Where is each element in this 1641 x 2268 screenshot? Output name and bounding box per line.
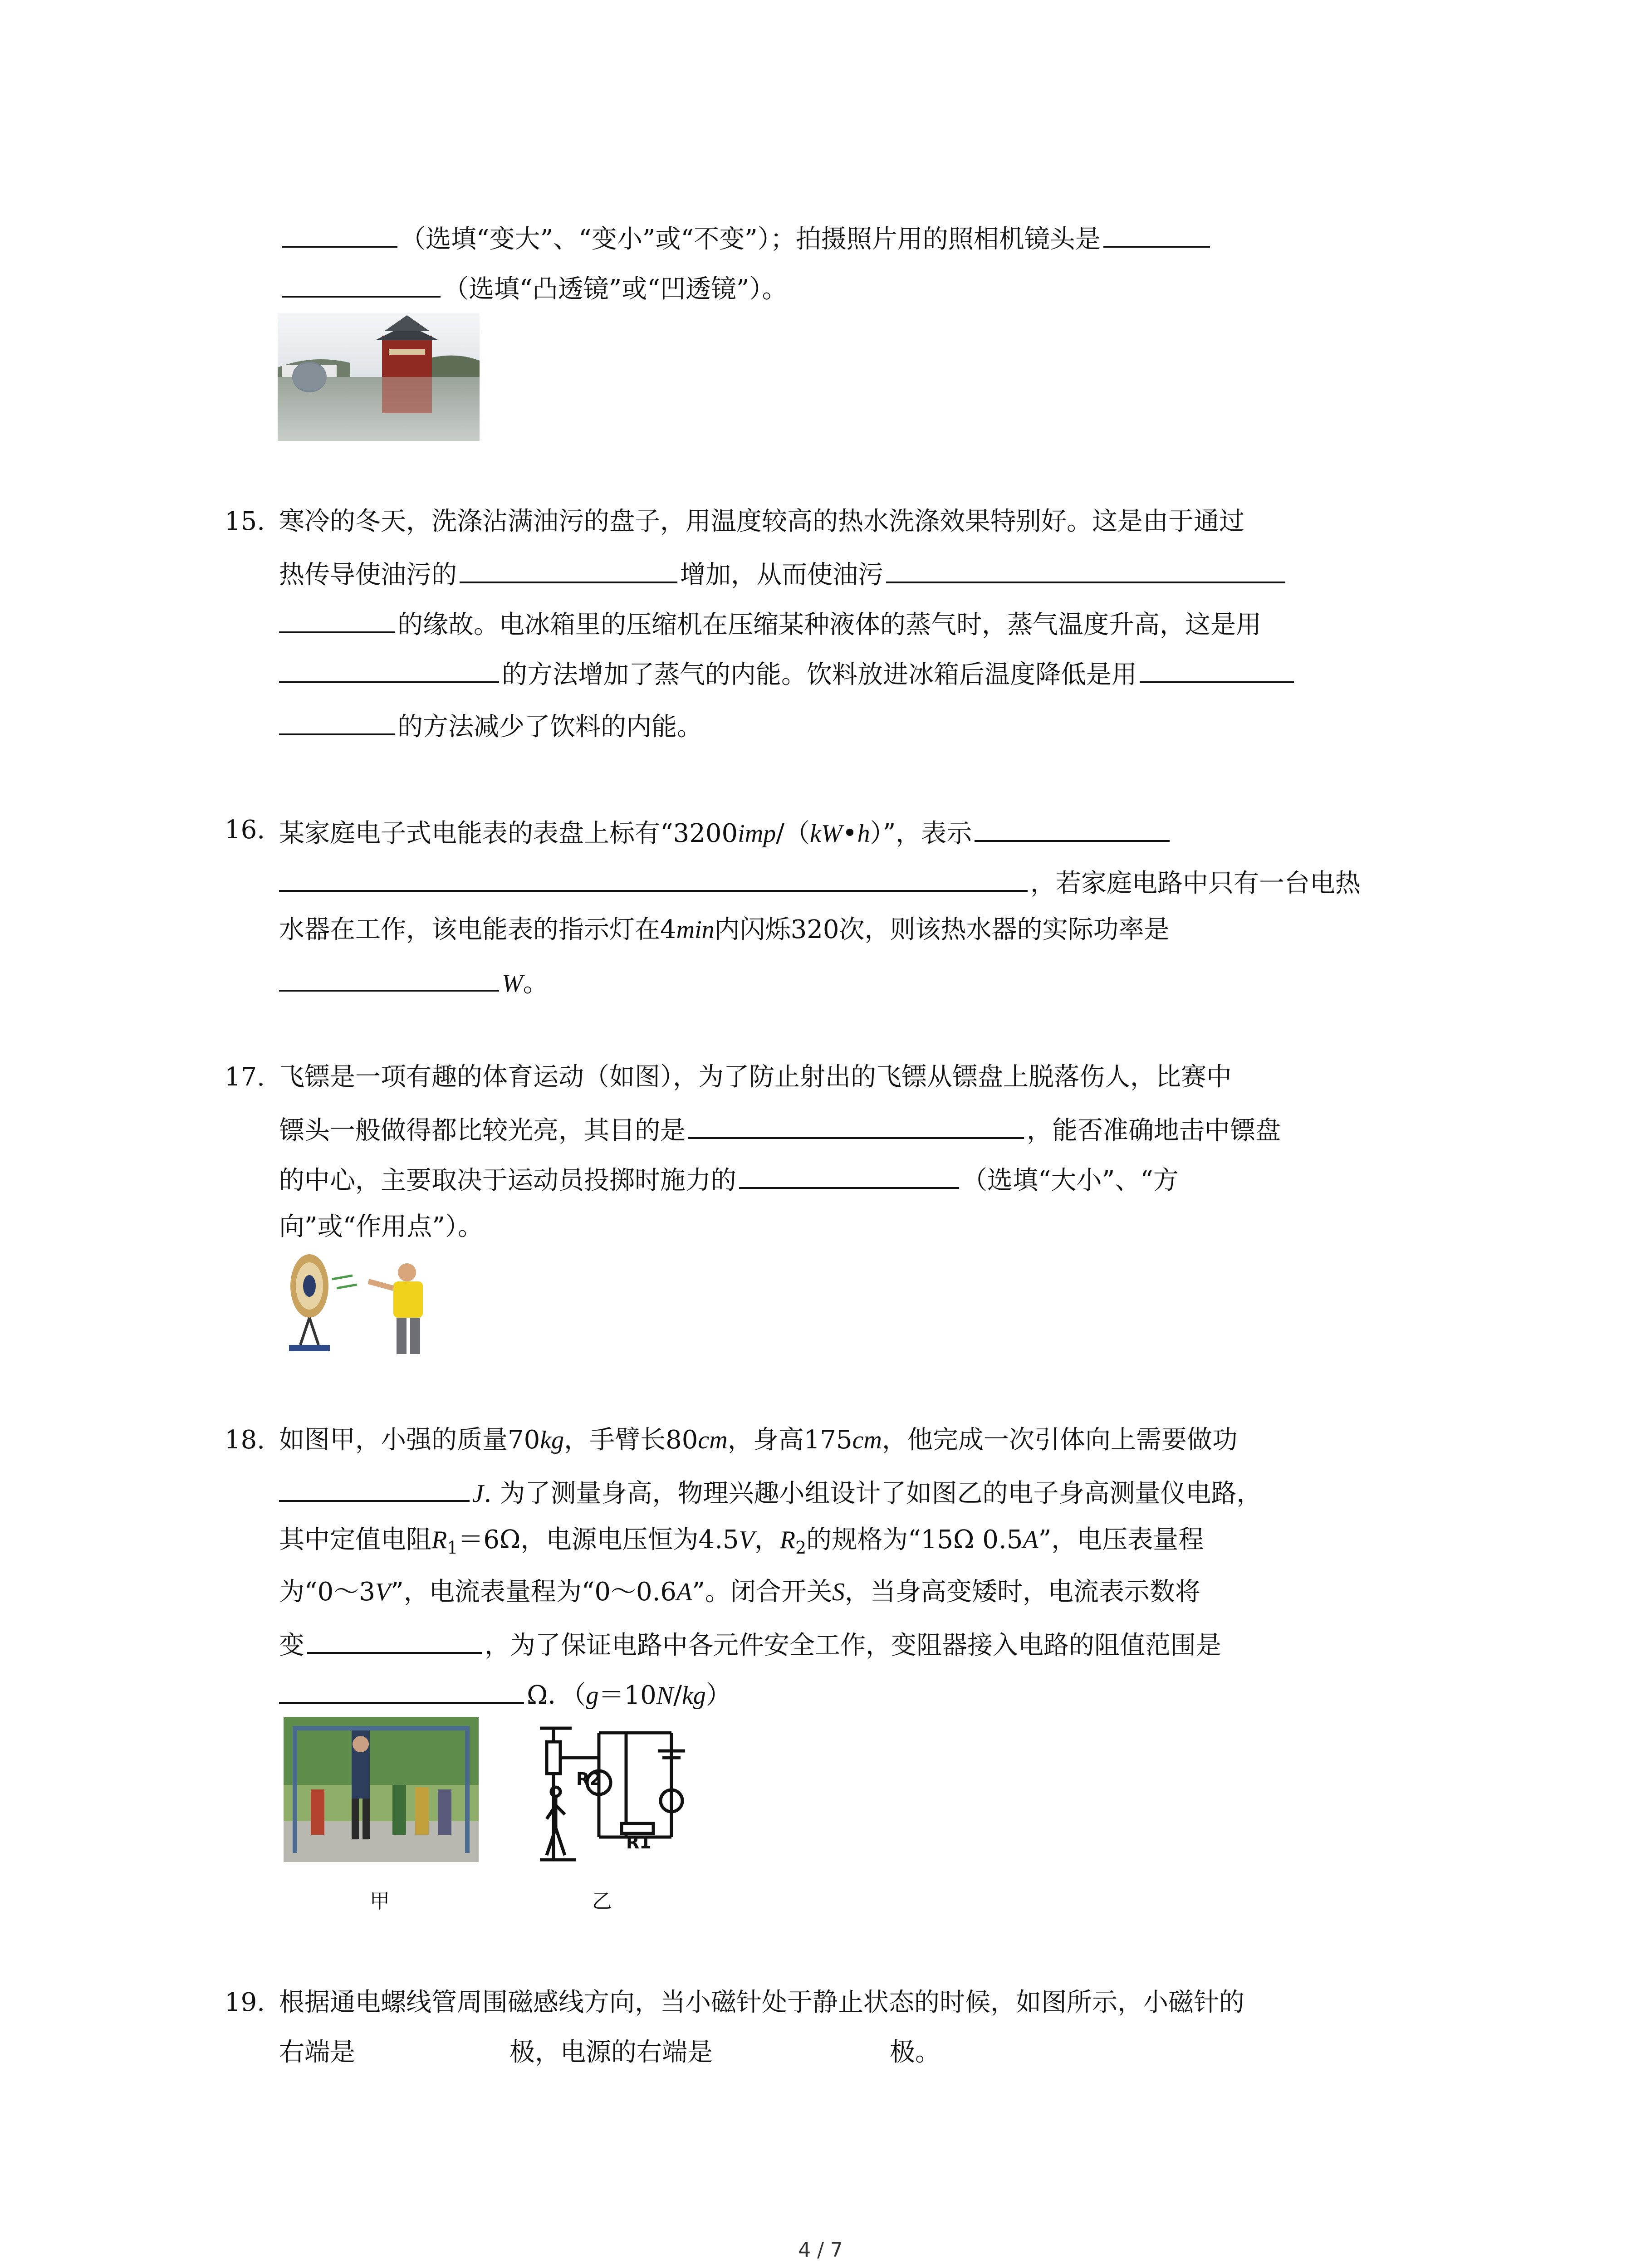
q15-line3: 的缘故。电冰箱里的压缩机在压缩某种液体的蒸气时，蒸气温度升高，这是用 xyxy=(279,603,1261,643)
question-number: 16. xyxy=(225,815,265,845)
q19-line1: 根据通电螺线管周围磁感线方向，当小磁针处于静止状态的时候，如图所示，小磁针的 xyxy=(279,1988,1244,2017)
pullup-photo xyxy=(284,1717,479,1862)
circuit-label-r1: R1 xyxy=(626,1833,652,1853)
q15-line5: 的方法减少了饮料的内能。 xyxy=(279,705,702,745)
answer-blank[interactable] xyxy=(279,1674,524,1704)
q19-line2: 右端是 极，电源的右端是 极。 xyxy=(279,2038,941,2067)
q15-line1: 寒冷的冬天，洗涤沾满油污的盘子，用温度较高的热水洗涤效果特别好。这是由于通过 xyxy=(279,507,1244,536)
q14-tail-line1: （选填“变大”、“变小”或“不变”）；拍摄照片用的照相机镜头是 xyxy=(279,218,1213,258)
answer-blank[interactable] xyxy=(975,812,1170,842)
q17-line1: 飞镖是一项有趣的体育运动（如图），为了防止射出的飞镖从镖盘上脱落伤人，比赛中 xyxy=(279,1062,1232,1092)
answer-blank[interactable] xyxy=(279,705,395,735)
answer-blank[interactable] xyxy=(282,268,441,298)
circuit-diagram xyxy=(535,1724,685,1864)
answer-blank[interactable] xyxy=(1140,653,1294,683)
answer-blank[interactable] xyxy=(307,1624,482,1654)
q18-line5: 变 ，为了保证电路中各元件安全工作，变阻器接入电路的阻值范围是 xyxy=(279,1624,1221,1664)
q18-line2: J. 为了测量身高，物理兴趣小组设计了如图乙的电子身高测量仪电路， xyxy=(279,1472,1262,1512)
darts-illustration xyxy=(278,1252,457,1359)
answer-blank[interactable] xyxy=(279,962,499,992)
answer-blank[interactable] xyxy=(279,1472,470,1502)
answer-blank[interactable] xyxy=(739,1159,959,1189)
question-number: 15. xyxy=(225,507,265,536)
q16-line1: 某家庭电子式电能表的表盘上标有“3200imp/（kW•h）”，表示 xyxy=(279,812,1172,852)
answer-blank[interactable] xyxy=(460,553,677,583)
answer-blank[interactable] xyxy=(279,653,499,683)
page-number: 4 / 7 xyxy=(798,2239,843,2262)
q16-line4: W。 xyxy=(279,962,549,1002)
q17-line4: 向”或“作用点”）。 xyxy=(279,1212,483,1242)
answer-blank[interactable] xyxy=(282,218,397,248)
q18-line3: 其中定值电阻$R_1=6\Omega$，电源电压恒为4.5V，$R_2$的规格为“15Ω 0.5A”，电压表量程 xyxy=(279,1525,1204,1558)
answer-blank[interactable] xyxy=(279,862,1028,892)
q18-line6: Ω．（g＝10N/kg） xyxy=(279,1674,731,1714)
question-number: 18. xyxy=(225,1425,265,1455)
q16-line2: ，若家庭电路中只有一台电热 xyxy=(279,862,1361,902)
figure-caption-yi: 乙 xyxy=(592,1890,612,1913)
q14-tail-line2: （选填“凸透镜”或“凹透镜”）。 xyxy=(279,268,788,308)
question-number: 19. xyxy=(225,1988,265,2017)
pavilion-photo xyxy=(278,313,480,441)
q17-line2: 镖头一般做得都比较光亮，其目的是 ，能否准确地击中镖盘 xyxy=(279,1109,1281,1149)
figure-caption-jia: 甲 xyxy=(370,1890,390,1913)
q18-line4: 为“0～3V”，电流表量程为“0～0.6A”。闭合开关S，当身高变矮时，电流表示数将 xyxy=(279,1577,1200,1607)
q16-line3: 水器在工作，该电能表的指示灯在4min内闪烁320次，则该热水器的实际功率是 xyxy=(279,915,1170,944)
q17-line3: 的中心，主要取决于运动员投掷时施力的 （选填“大小”、“方 xyxy=(279,1159,1179,1199)
q15-line2: 热传导使油污的 增加，从而使油污 xyxy=(279,553,1288,593)
question-number: 17. xyxy=(225,1062,265,1092)
q15-line4: 的方法增加了蒸气的内能。饮料放进冰箱后温度降低是用 xyxy=(279,653,1297,693)
answer-blank[interactable] xyxy=(886,553,1285,583)
q18-line1: 如图甲，小强的质量70kg，手臂长80cm，身高175cm，他完成一次引体向上需要做功 xyxy=(279,1425,1238,1455)
circuit-label-r2: R2 xyxy=(576,1769,602,1789)
answer-blank[interactable] xyxy=(1103,218,1210,248)
answer-blank[interactable] xyxy=(279,603,395,633)
answer-blank[interactable] xyxy=(688,1109,1024,1139)
